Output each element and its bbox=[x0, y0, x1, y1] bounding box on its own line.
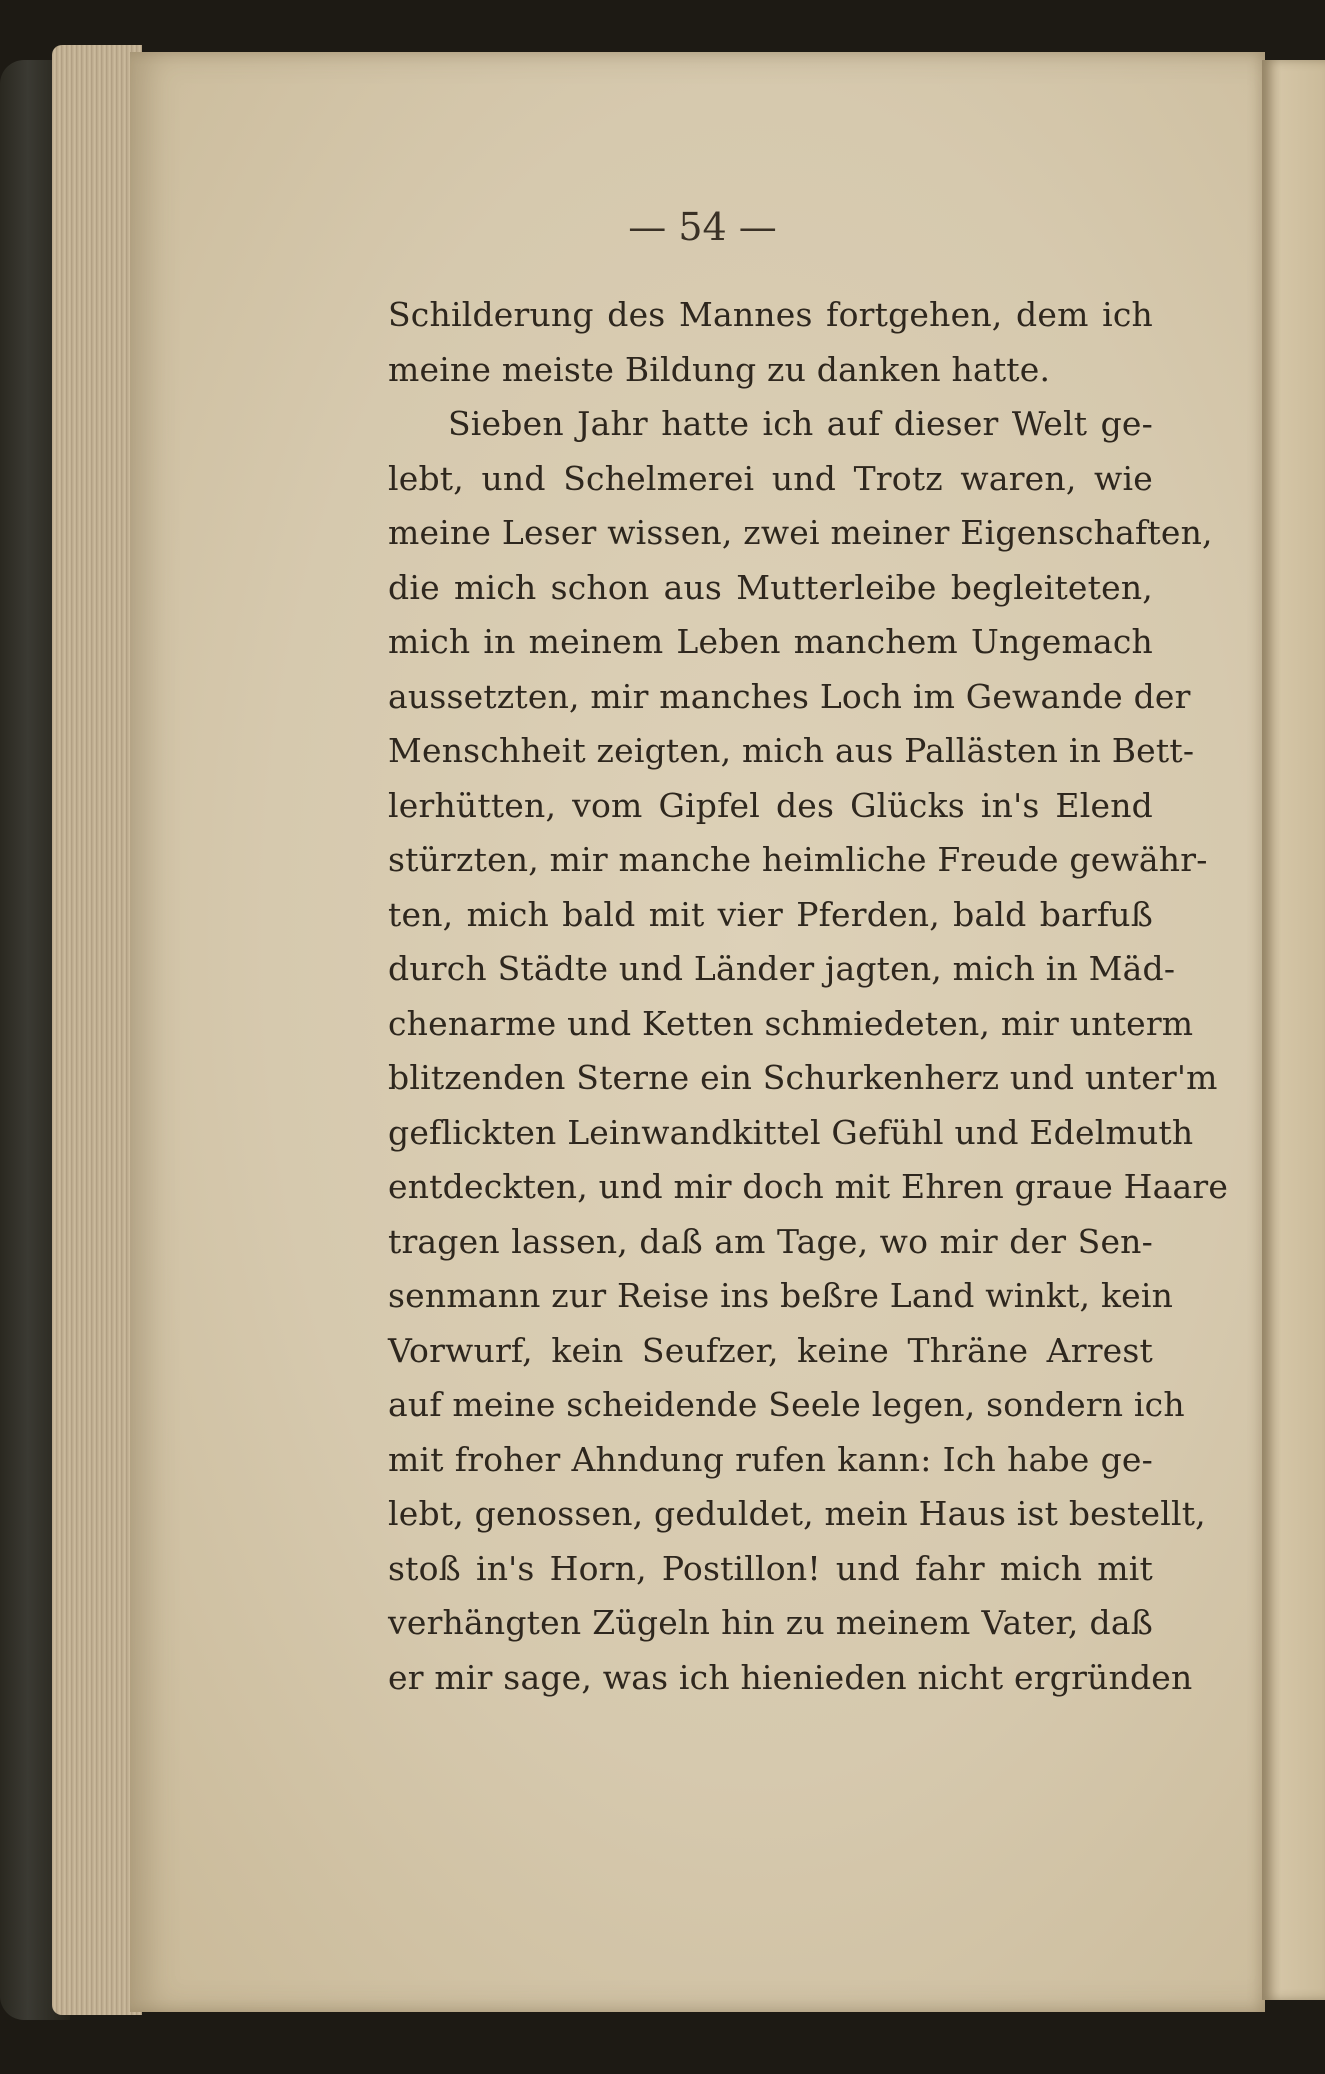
text-line: Vorwurf, kein Seufzer, keine Thräne Arrest bbox=[388, 1330, 1153, 1370]
body-text bbox=[388, 288, 1229, 1705]
text-line: senmann zur Reise ins beßre Land winkt, kein bbox=[388, 1276, 1174, 1315]
text-line: mit froher Ahndung rufen kann: Ich habe ge- bbox=[388, 1439, 1153, 1479]
text-line: tragen lassen, daß am Tage, wo mir der Sen- bbox=[388, 1221, 1153, 1261]
text-line: entdeckten, und mir doch mit Ehren graue Haare bbox=[388, 1167, 1229, 1206]
text-line: mich in meinem Leben manchem Ungemach bbox=[388, 622, 1153, 661]
text-line: die mich schon aus Mutterleibe begleiteten, bbox=[388, 567, 1153, 607]
text-line: lebt, genossen, geduldet, mein Haus ist bestellt, bbox=[388, 1494, 1206, 1533]
text-line: stoß in's Horn, Postillon! und fahr mich mit bbox=[388, 1548, 1153, 1588]
text-line: verhängten Zügeln hin zu meinem Vater, daß bbox=[388, 1603, 1153, 1642]
text-line: chenarme und Ketten schmiedeten, mir unterm bbox=[388, 1003, 1194, 1043]
text-line: er mir sage, was ich hienieden nicht ergründen bbox=[388, 1657, 1193, 1697]
text-line: Schilderung des Mannes fortgehen, dem ich bbox=[388, 295, 1153, 334]
text-line: durch Städte und Länder jagten, mich in Mäd- bbox=[388, 949, 1176, 988]
text-line: auf meine scheidende Seele legen, sondern ich bbox=[388, 1385, 1185, 1424]
text-line: Sieben Jahr hatte ich auf dieser Welt ge- bbox=[448, 404, 1153, 443]
facing-page-edge bbox=[1262, 60, 1325, 2000]
text-line: lerhütten, vom Gipfel des Glücks in's Elend bbox=[388, 785, 1153, 825]
text-line: meine Leser wissen, zwei meiner Eigenschaften, bbox=[388, 513, 1213, 552]
page-stack-edge bbox=[52, 45, 142, 2015]
text-line: Menschheit zeigten, mich aus Pallästen in Bett- bbox=[388, 731, 1195, 770]
text-line: blitzenden Sterne ein Schurkenherz und unter'm bbox=[388, 1058, 1218, 1097]
text-line: geflickten Leinwandkittel Gefühl und Edelmuth bbox=[388, 1112, 1194, 1152]
text-line: lebt, und Schelmerei und Trotz waren, wie bbox=[388, 458, 1153, 498]
text-line: stürzten, mir manche heimliche Freude gewähr- bbox=[388, 840, 1208, 879]
page-number: — 54 — bbox=[628, 205, 777, 249]
text-line: meine meiste Bildung zu danken hatte. bbox=[388, 349, 1051, 389]
text-line: aussetzten, mir manches Loch im Gewande der bbox=[388, 676, 1191, 716]
text-line: ten, mich bald mit vier Pferden, bald barfuß bbox=[388, 894, 1153, 934]
